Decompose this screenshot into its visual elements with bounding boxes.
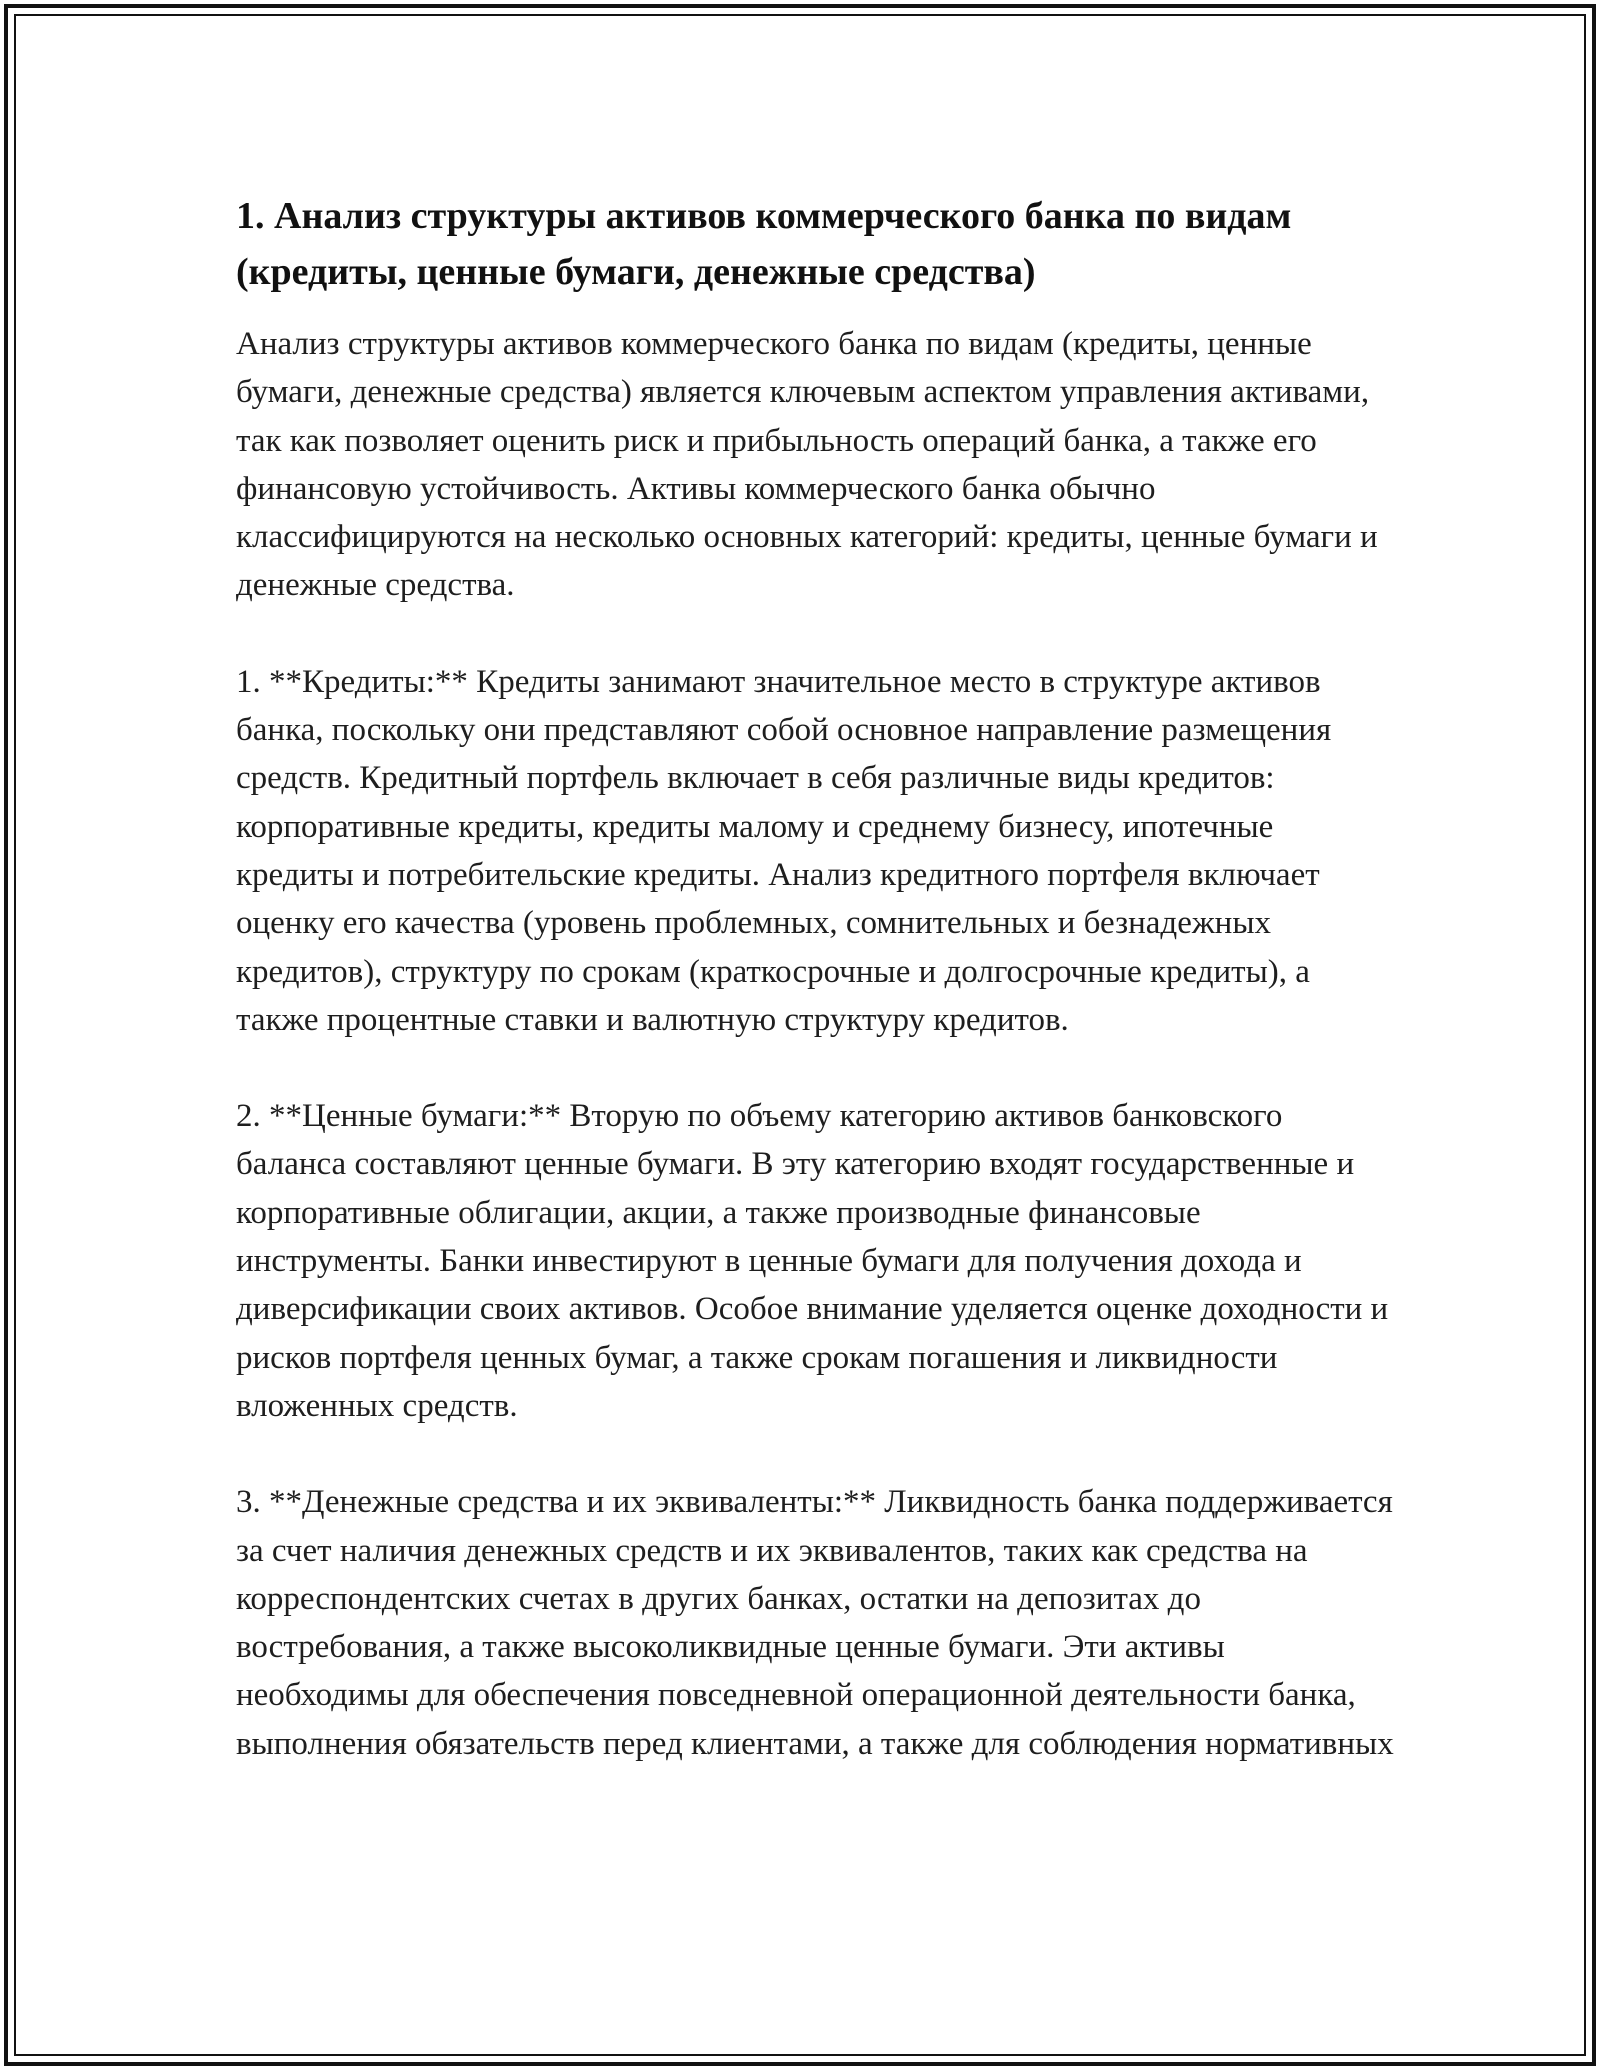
section-body <box>236 320 1402 1768</box>
document-page <box>236 188 1402 1768</box>
intro-paragraph: Анализ структуры активов коммерческого банка по видам (кредиты, ценные бумаги, денежные средства) является ключевым аспектом управления активами, так как позволяет оценить риск и прибыльность операций банка, а также его финансовую устойчивость. Активы коммерческого банка обычно классифицируются на несколько основных категорий: кредиты, ценные бумаги и денежные средства. <box>236 326 1386 604</box>
securities-paragraph: 2. **Ценные бумаги:** Вторую по объему категорию активов банковского баланса составляют ценные бумаги. В эту категорию входят государственные и корпоративные облигации, акции, а также производные финансовые инструменты. Банки инвестируют в ценные бумаги для получения дохода и диверсификации своих активов. Особое внимание уделяется оценке доходности и рисков портфеля ценных бумаг, а также срокам погашения и ликвидности вложенных средств. <box>236 1098 1397 1424</box>
credits-paragraph: 1. **Кредиты:** Кредиты занимают значительное место в структуре активов банка, поскольку они представляют собой основное направление размещения средств. Кредитный портфель включает в себя различные виды кредитов: корпоративные кредиты, кредиты малому и среднему бизнесу, ипотечные кредиты и потребительские кредиты. Анализ кредитного портфеля включает оценку его качества (уровень проблемных, сомнительных и безнадежных кредитов), структуру по срокам (краткосрочные и долгосрочные кредиты), а также процентные ставки и валютную структуру кредитов. <box>236 663 1340 1038</box>
section-title: 1. Анализ структуры активов коммерческого банка по видам (кредиты, ценные бумаги, денежные средства) <box>236 195 1292 293</box>
cash-paragraph: 3. **Денежные средства и их эквиваленты:** Ликвидность банка поддерживается за счет наличия денежных средств и их эквивалентов, таких как средства на корреспондентских счетах в других банках, остатки на депозитах до востребования, а также высоколиквидные ценные бумаги. Эти активы необходимы для обеспечения повседневной операционной деятельности банка, выполнения обязательств перед клиентами, а также для соблюдения нормативных <box>236 1484 1402 1762</box>
